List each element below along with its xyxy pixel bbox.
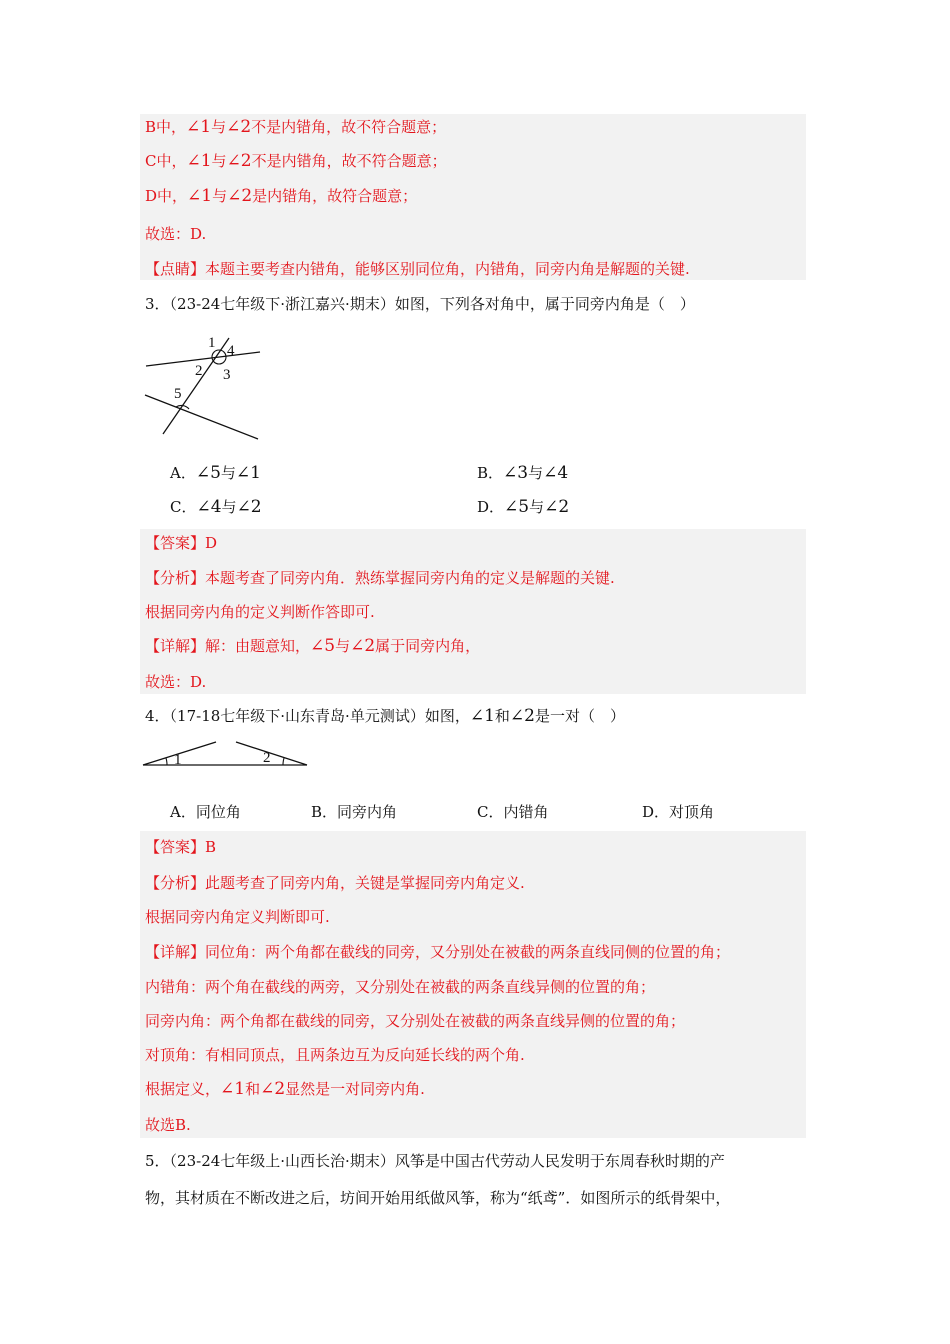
q3-answer: 【答案】D — [145, 534, 218, 552]
angle-label-2: 2 — [263, 750, 271, 766]
q3-choose: 故选：D. — [145, 673, 207, 691]
q4-choose: 故选B. — [145, 1116, 191, 1134]
q2-line-c: C中，∠1与∠2不是内错角，故不符合题意； — [145, 151, 447, 171]
q4-answer: 【答案】B — [145, 838, 217, 856]
q3-option-d[interactable]: D．∠5与∠2 — [477, 497, 570, 517]
q4-option-a[interactable]: A．同位角 — [170, 803, 241, 821]
q4-detail-5: 根据定义，∠1和∠2显然是一对同旁内角. — [145, 1079, 425, 1099]
angle-label-3: 3 — [223, 367, 231, 383]
q4-figure — [140, 735, 310, 770]
q3-option-b[interactable]: B．∠3与∠4 — [477, 463, 569, 483]
q4-option-c[interactable]: C．内错角 — [477, 803, 549, 821]
figure-line-top — [146, 352, 260, 366]
q3-stem: 3．（23-24七年级下·浙江嘉兴·期末）如图，下列各对角中，属于同旁内角是（ ） — [145, 295, 695, 313]
q2-choose: 故选：D. — [145, 225, 207, 243]
q5-stem-2: 物，其材质在不断改进之后，坊间开始用纸做风筝，称为“纸鸢”．如图所示的纸骨架中， — [145, 1189, 731, 1207]
angle-label-1: 1 — [208, 335, 216, 351]
q4-analysis: 【分析】此题考查了同旁内角，关键是掌握同旁内角定义. — [145, 874, 525, 892]
angle-label-2: 2 — [195, 363, 203, 379]
q4-option-d[interactable]: D．对顶角 — [642, 803, 715, 821]
q2-comment: 【点睛】本题主要考查内错角，能够区别同位角，内错角，同旁内角是解题的关键. — [145, 260, 690, 278]
q2-line-b: B中，∠1与∠2不是内错角，故不符合题意； — [145, 117, 447, 137]
q2-line-d: D中，∠1与∠2是内错角，故符合题意； — [145, 186, 418, 206]
angle-label-1: 1 — [174, 752, 182, 768]
q3-option-c[interactable]: C．∠4与∠2 — [170, 497, 262, 517]
figure-right-line — [236, 742, 307, 765]
q3-analysis-2: 根据同旁内角的定义判断作答即可. — [145, 603, 375, 621]
q4-stem: 4．（17-18七年级下·山东青岛·单元测试）如图，∠1和∠2是一对（ ） — [145, 706, 625, 726]
q4-option-b[interactable]: B．同旁内角 — [311, 803, 398, 821]
q3-figure — [140, 330, 270, 445]
q5-stem-1: 5．（23-24七年级上·山西长治·期末）风筝是中国古代劳动人民发明于东周春秋时期的产 — [145, 1152, 725, 1170]
q4-detail-2: 内错角：两个角在截线的两旁，又分别处在被截的两条直线异侧的位置的角； — [145, 978, 656, 996]
figure-line-bottom — [145, 395, 258, 439]
angle-arc-2 — [283, 758, 284, 765]
angle-label-4: 4 — [227, 343, 235, 359]
q4-detail-4: 对顶角：有相同顶点，且两条边互为反向延长线的两个角. — [145, 1046, 525, 1064]
q3-detail: 【详解】解：由题意知，∠5与∠2属于同旁内角， — [145, 636, 481, 656]
q4-analysis-2: 根据同旁内角定义判断即可. — [145, 908, 330, 926]
q3-analysis: 【分析】本题考查了同旁内角．熟练掌握同旁内角的定义是解题的关键. — [145, 569, 615, 587]
q4-detail-3: 同旁内角：两个角都在截线的同旁，又分别处在被截的两条直线异侧的位置的角； — [145, 1012, 686, 1030]
figure-transversal — [163, 338, 229, 434]
angle-arc-1 — [166, 758, 167, 765]
q4-detail: 【详解】同位角：两个角都在截线的同旁，又分别处在被截的两条直线同侧的位置的角； — [145, 943, 731, 961]
angle-label-5: 5 — [174, 386, 182, 402]
q3-option-a[interactable]: A．∠5与∠1 — [170, 463, 261, 483]
comment-tag: 【点睛】 — [145, 260, 206, 278]
